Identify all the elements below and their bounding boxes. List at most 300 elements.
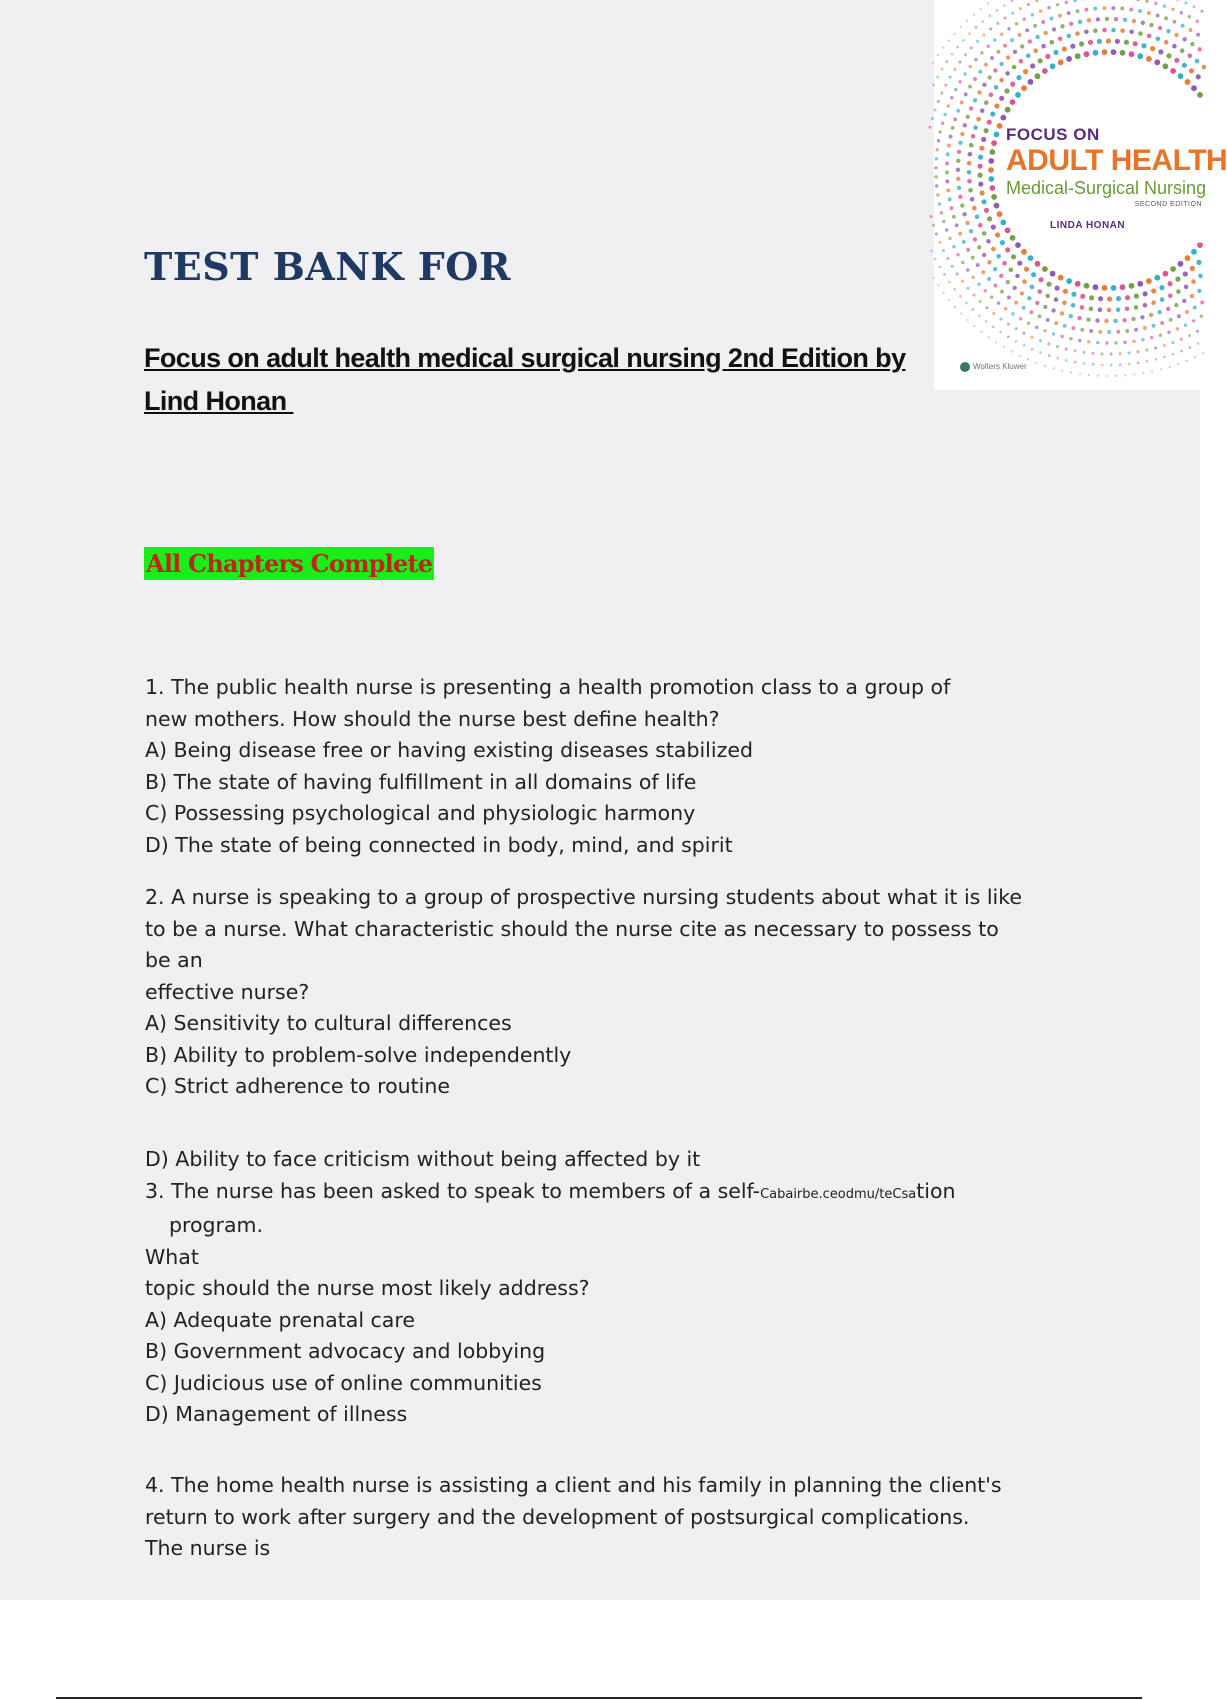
cover-dot bbox=[1084, 30, 1089, 35]
cover-dot bbox=[973, 237, 977, 241]
cover-dot bbox=[1005, 71, 1010, 76]
cover-dot bbox=[1093, 284, 1099, 290]
cover-dot bbox=[1150, 46, 1155, 51]
cover-dot bbox=[1028, 79, 1034, 85]
cover-dot bbox=[1120, 28, 1125, 33]
cover-dot bbox=[978, 164, 983, 169]
question-3-stem-end: tion bbox=[916, 1178, 956, 1203]
cover-publisher bbox=[960, 362, 1027, 372]
cover-dot bbox=[944, 83, 947, 86]
cover-dot bbox=[1015, 242, 1021, 248]
cover-dot bbox=[957, 186, 961, 190]
cover-dot bbox=[1184, 285, 1189, 290]
cover-dot bbox=[968, 85, 972, 89]
cover-dot bbox=[934, 175, 938, 179]
cover-dot bbox=[989, 27, 992, 30]
cover-dot bbox=[1101, 364, 1104, 367]
question-1 bbox=[145, 672, 1025, 861]
cover-dot bbox=[1093, 7, 1097, 11]
cover-dot bbox=[953, 33, 955, 35]
cover-dot bbox=[1045, 54, 1050, 59]
cover-dot bbox=[1149, 23, 1153, 27]
cover-dot bbox=[1189, 68, 1194, 73]
cover-dot bbox=[956, 46, 959, 49]
cover-dot bbox=[971, 256, 975, 260]
cover-dot bbox=[966, 115, 970, 119]
cover-dot bbox=[999, 62, 1003, 66]
cover-author: LINDA HONAN bbox=[1050, 220, 1126, 231]
cover-dot bbox=[1168, 281, 1173, 286]
cover-dot bbox=[1186, 360, 1188, 362]
cover-dot bbox=[1011, 0, 1014, 2]
cover-dot bbox=[1110, 364, 1113, 367]
cover-dot bbox=[1102, 285, 1108, 291]
cover-dot bbox=[979, 146, 984, 151]
book-cover-image bbox=[934, 0, 1227, 390]
cover-dot bbox=[1158, 49, 1163, 54]
cover-dot bbox=[981, 20, 984, 23]
cover-dot bbox=[1069, 22, 1073, 26]
cover-dot bbox=[1000, 290, 1004, 294]
cover-dot bbox=[1011, 312, 1015, 316]
question-2-option-c: C) Strict adherence to routine bbox=[145, 1074, 450, 1098]
cover-dot bbox=[969, 229, 973, 233]
cover-dot bbox=[1023, 17, 1027, 21]
cover-dot bbox=[1170, 266, 1176, 272]
cover-dot bbox=[938, 265, 941, 268]
cover-dot bbox=[1183, 37, 1187, 41]
cover-dot bbox=[1180, 48, 1185, 53]
cover-dot bbox=[971, 308, 974, 311]
cover-dot bbox=[1136, 350, 1139, 353]
cover-dot bbox=[1061, 370, 1063, 372]
cover-dot bbox=[981, 137, 986, 142]
cover-dot bbox=[1151, 288, 1156, 293]
cover-dot bbox=[1053, 367, 1055, 369]
cover-dot bbox=[1129, 8, 1133, 12]
cover-dot bbox=[1196, 33, 1200, 37]
cover-dot bbox=[1097, 375, 1099, 377]
cover-dot bbox=[1098, 330, 1102, 334]
cover-dot bbox=[1105, 341, 1109, 345]
cover-dot bbox=[1020, 44, 1024, 48]
cover-dot bbox=[1044, 365, 1046, 367]
cover-dot bbox=[1131, 317, 1135, 321]
cover-dot bbox=[978, 182, 983, 187]
cover-dot bbox=[960, 132, 964, 136]
cover-dot bbox=[967, 170, 972, 175]
question-3 bbox=[145, 1144, 1025, 1431]
cover-dot bbox=[1019, 7, 1022, 10]
cover-dot bbox=[978, 314, 981, 317]
cover-dot bbox=[1065, 347, 1068, 350]
cover-dot bbox=[961, 280, 964, 283]
cover-dot bbox=[1004, 88, 1009, 93]
question-2-stem-line-2: to be a nurse. What characteristic should the nurse cite as necessary to possess to bbox=[145, 916, 999, 941]
cover-dot bbox=[1111, 6, 1115, 10]
cover-dot bbox=[945, 161, 949, 165]
cover-dot bbox=[1143, 326, 1147, 330]
cover-dot bbox=[929, 215, 932, 218]
question-2-option-b: B) Ability to problem-solve independently bbox=[145, 1042, 572, 1067]
cover-dot bbox=[1175, 277, 1180, 282]
cover-dot bbox=[937, 284, 939, 286]
cover-dot bbox=[1200, 301, 1204, 305]
cover-dot bbox=[1039, 351, 1042, 354]
cover-dot bbox=[1163, 271, 1169, 277]
cover-dot bbox=[962, 39, 965, 42]
cover-dot bbox=[1031, 348, 1034, 351]
cover-dot bbox=[1196, 19, 1200, 23]
cover-dot bbox=[994, 132, 1000, 138]
cover-dot bbox=[1071, 326, 1075, 330]
cover-dot bbox=[1115, 375, 1117, 377]
cover-dot bbox=[1133, 41, 1138, 46]
cover-dot bbox=[1191, 85, 1197, 91]
question-3-option-c: C) Judicious use of online communities bbox=[145, 1370, 542, 1395]
cover-dot bbox=[1176, 0, 1179, 1]
cover-dot bbox=[1004, 307, 1008, 311]
cover-dot bbox=[996, 254, 1001, 259]
cover-dot bbox=[1102, 6, 1106, 10]
cover-dot bbox=[1149, 313, 1153, 317]
cover-dot bbox=[947, 144, 951, 148]
cover-dot bbox=[1111, 49, 1117, 55]
cover-dot bbox=[945, 179, 949, 183]
cover-dot bbox=[1007, 27, 1011, 31]
cover-dot bbox=[1171, 341, 1174, 344]
cover-dot bbox=[1031, 13, 1035, 17]
chapters-badge: All Chapters Complete bbox=[146, 549, 433, 578]
cover-dot bbox=[1050, 63, 1056, 69]
cover-dot bbox=[964, 92, 968, 96]
cover-dot bbox=[1141, 21, 1145, 25]
cover-dot bbox=[984, 63, 988, 67]
cover-dot bbox=[1150, 336, 1154, 340]
cover-dot bbox=[1170, 68, 1176, 74]
cover-dot bbox=[1010, 99, 1016, 105]
cover-dot bbox=[1028, 255, 1034, 261]
cover-dot bbox=[1129, 283, 1135, 289]
cover-dot bbox=[1030, 63, 1035, 68]
cover-dot bbox=[978, 223, 983, 228]
cover-dot bbox=[1145, 0, 1149, 3]
cover-dot bbox=[1058, 37, 1063, 42]
cover-dot bbox=[1128, 363, 1131, 366]
cover-dot bbox=[962, 212, 966, 216]
cover-dot bbox=[968, 188, 973, 193]
cover-dot bbox=[960, 101, 964, 105]
cover-dot bbox=[999, 274, 1003, 278]
cover-dot bbox=[980, 8, 982, 10]
cover-dot bbox=[977, 282, 981, 286]
cover-dot bbox=[1142, 372, 1144, 374]
cover-dot bbox=[959, 295, 962, 298]
cover-dot bbox=[1035, 35, 1039, 39]
question-2-stem-line-1: 2. A nurse is speaking to a group of prospective nursing students about what it is like bbox=[145, 885, 1022, 909]
cover-dot bbox=[1080, 294, 1085, 299]
page-title: TEST BANK FOR bbox=[144, 244, 511, 289]
footer-divider bbox=[56, 1697, 1142, 1699]
cover-dot bbox=[1056, 345, 1059, 348]
cover-dot bbox=[1058, 59, 1064, 65]
cover-dot bbox=[1022, 332, 1025, 335]
cover-dot bbox=[962, 240, 966, 244]
cover-dot bbox=[946, 60, 949, 63]
cover-dot bbox=[1039, 339, 1042, 342]
cover-dot bbox=[1143, 291, 1148, 296]
cover-dot bbox=[957, 150, 961, 154]
cover-dot bbox=[1146, 56, 1152, 62]
cover-dot bbox=[1051, 308, 1055, 312]
cover-dot bbox=[980, 108, 985, 113]
cover-dot bbox=[1102, 28, 1107, 33]
cover-dot bbox=[1023, 69, 1028, 74]
cover-dot bbox=[1191, 249, 1197, 255]
cover-dot bbox=[935, 157, 939, 161]
cover-dot bbox=[932, 62, 934, 64]
cover-dot bbox=[1026, 53, 1031, 58]
cover-dot bbox=[1083, 362, 1086, 365]
cover-dot bbox=[997, 211, 1003, 217]
cover-dot bbox=[1129, 51, 1135, 57]
cover-dot bbox=[1202, 352, 1204, 354]
cover-dot bbox=[1163, 344, 1166, 347]
cover-dot bbox=[1027, 3, 1030, 6]
cover-dot bbox=[1046, 318, 1050, 322]
cover-dot bbox=[1188, 53, 1193, 58]
cover-dot bbox=[1198, 47, 1202, 51]
cover-dot bbox=[976, 40, 979, 43]
cover-dot bbox=[1088, 374, 1090, 376]
cover-dot bbox=[1134, 294, 1139, 299]
cover-dot bbox=[1107, 296, 1112, 301]
cover-dot bbox=[1069, 337, 1073, 341]
cover-dot bbox=[1172, 353, 1175, 356]
cover-dot bbox=[1056, 3, 1060, 7]
cover-dot bbox=[956, 159, 960, 163]
cover-dot bbox=[1025, 28, 1029, 32]
cover-dot bbox=[1011, 12, 1014, 15]
cover-dot bbox=[1029, 310, 1033, 314]
cover-dot bbox=[1182, 63, 1187, 68]
question-1-stem-line-2: new mothers. How should the nurse best define health? bbox=[145, 706, 720, 731]
cover-dot bbox=[1084, 8, 1088, 12]
cover-dot bbox=[953, 117, 957, 121]
book-title bbox=[144, 337, 934, 423]
cover-dot bbox=[1164, 16, 1168, 20]
question-1-option-d: D) The state of being connected in body, mind, and spirit bbox=[145, 832, 733, 857]
cover-dot bbox=[1116, 330, 1120, 334]
cover-dot bbox=[1158, 26, 1162, 30]
cover-dot bbox=[948, 299, 950, 301]
cover-edition: SECOND EDITION bbox=[1134, 201, 1202, 208]
cover-dot bbox=[1019, 355, 1021, 357]
cover-dot bbox=[1019, 59, 1024, 64]
book-title-line-2: Lind Honan bbox=[144, 386, 294, 416]
cover-dot bbox=[951, 265, 954, 268]
cover-dot bbox=[1028, 39, 1032, 43]
cover-dot bbox=[950, 206, 954, 210]
cover-dot bbox=[990, 185, 996, 191]
cover-dot bbox=[1035, 261, 1041, 267]
cover-dot bbox=[992, 326, 995, 329]
cover-dot bbox=[980, 331, 982, 333]
cover-dot bbox=[1146, 360, 1149, 363]
cover-dot bbox=[938, 130, 942, 134]
cover-dot bbox=[1160, 368, 1162, 370]
cover-dot bbox=[1184, 323, 1188, 327]
cover-dot bbox=[988, 167, 994, 173]
question-2-stem-line-3: be an bbox=[145, 948, 203, 972]
cover-dot bbox=[1050, 271, 1056, 277]
cover-dot bbox=[990, 56, 994, 60]
question-3-stem-overlay: Cabairbe.ceodmu/teCsa bbox=[760, 1186, 917, 1202]
cover-dot bbox=[1124, 374, 1126, 376]
cover-dot bbox=[968, 32, 971, 35]
cover-dot bbox=[932, 224, 935, 227]
cover-dot bbox=[1067, 34, 1072, 39]
cover-dot bbox=[1171, 8, 1175, 12]
cover-dot bbox=[1158, 310, 1162, 314]
cover-dot bbox=[1038, 58, 1043, 63]
cover-dot bbox=[1159, 333, 1163, 337]
cover-dot bbox=[1175, 33, 1179, 37]
cover-dot bbox=[980, 51, 984, 55]
cover-dot bbox=[1194, 356, 1196, 358]
cover-dot bbox=[1054, 297, 1059, 302]
cover-dot bbox=[1035, 362, 1037, 364]
cover-dot bbox=[942, 47, 944, 49]
cover-dot bbox=[1016, 75, 1021, 80]
cover-dot bbox=[963, 123, 967, 127]
cover-dot bbox=[992, 312, 995, 315]
cover-dot bbox=[958, 60, 961, 63]
cover-dot bbox=[1122, 318, 1126, 322]
cover-dot bbox=[973, 14, 975, 16]
cover-dot bbox=[1107, 308, 1112, 313]
cover-dot bbox=[1160, 321, 1164, 325]
question-3-option-a: A) Adequate prenatal care bbox=[145, 1307, 415, 1332]
cover-dot bbox=[978, 173, 983, 178]
cover-dot bbox=[1003, 346, 1005, 348]
cover-dot bbox=[956, 272, 959, 275]
cover-dot bbox=[936, 193, 940, 197]
cover-dot bbox=[1045, 294, 1050, 299]
cover-dot bbox=[1063, 289, 1068, 294]
cover-dot bbox=[1088, 40, 1093, 45]
cover-dot bbox=[994, 85, 999, 90]
cover-dot bbox=[1125, 329, 1129, 333]
cover-dot bbox=[987, 216, 992, 221]
cover-dot bbox=[1185, 79, 1191, 85]
cover-dot bbox=[1115, 39, 1120, 44]
cover-dot bbox=[966, 287, 969, 290]
cover-dot bbox=[1180, 338, 1183, 341]
cover-dot bbox=[972, 206, 977, 211]
cover-dot bbox=[956, 168, 960, 172]
cover-dot bbox=[940, 211, 944, 215]
cover-dot bbox=[1074, 349, 1077, 352]
cover-dot bbox=[948, 197, 952, 201]
cover-dot bbox=[1052, 27, 1056, 31]
cover-dot bbox=[953, 68, 956, 71]
cover-dot bbox=[1007, 323, 1010, 326]
cover-dot bbox=[999, 317, 1002, 320]
cover-dot bbox=[1058, 275, 1064, 281]
cover-dot bbox=[1188, 346, 1191, 349]
cover-dot bbox=[1180, 350, 1183, 353]
cover-dot bbox=[973, 125, 978, 130]
cover-dot bbox=[972, 293, 975, 296]
cover-dot bbox=[1197, 342, 1200, 345]
cover-dot bbox=[988, 336, 990, 338]
cover-dot bbox=[1052, 332, 1056, 336]
cover-dot bbox=[937, 54, 939, 56]
cover-dot bbox=[1127, 351, 1130, 354]
cover-dot bbox=[991, 225, 996, 230]
question-1-option-a: A) Being disease free or having existing diseases stabilized bbox=[145, 738, 753, 762]
cover-dot bbox=[1087, 18, 1091, 22]
cover-dot bbox=[964, 53, 967, 56]
cover-dot bbox=[1138, 31, 1143, 36]
cover-dot bbox=[1198, 274, 1203, 279]
cover-dot bbox=[985, 320, 988, 323]
cover-dot bbox=[1023, 344, 1026, 347]
cover-dot bbox=[966, 268, 970, 272]
cover-dot bbox=[1197, 289, 1201, 293]
cover-dot bbox=[994, 103, 999, 108]
cover-dot bbox=[994, 203, 1000, 209]
cover-dot bbox=[1013, 286, 1017, 290]
cover-dot bbox=[948, 237, 952, 241]
cover-dot bbox=[1116, 307, 1121, 312]
cover-dot bbox=[988, 158, 994, 164]
cover-dot bbox=[1078, 20, 1082, 24]
cover-dot bbox=[1027, 296, 1031, 300]
cover-dot bbox=[956, 253, 960, 257]
cover-dot bbox=[956, 177, 960, 181]
cover-dot bbox=[973, 325, 975, 327]
cover-dot bbox=[1163, 4, 1167, 8]
cover-dot bbox=[1185, 310, 1189, 314]
question-2-option-d: D) Ability to face criticism without being affected by it bbox=[145, 1147, 701, 1171]
cover-dot bbox=[1050, 40, 1055, 45]
cover-dot bbox=[1048, 354, 1051, 357]
cover-dot bbox=[1182, 299, 1186, 303]
cover-dot bbox=[1070, 44, 1075, 49]
cover-dot bbox=[958, 141, 962, 145]
cover-dot bbox=[968, 152, 973, 157]
cover-dot bbox=[954, 88, 958, 92]
cover-dot bbox=[1033, 24, 1037, 28]
cover-dot bbox=[1076, 9, 1080, 13]
cover-dot bbox=[1136, 0, 1140, 1]
cover-dot bbox=[987, 2, 989, 4]
cover-dot bbox=[1154, 59, 1160, 65]
cover-dot bbox=[1120, 50, 1126, 56]
cover-dot bbox=[935, 232, 938, 235]
cover-dot bbox=[1074, 361, 1077, 364]
cover-dot bbox=[988, 14, 991, 17]
cover-dot bbox=[1185, 255, 1191, 261]
cover-dot bbox=[1188, 334, 1191, 337]
cover-dot bbox=[985, 306, 988, 309]
cover-dot bbox=[1070, 371, 1072, 373]
cover-dot bbox=[1015, 92, 1021, 98]
cover-dot bbox=[1022, 306, 1026, 310]
cover-dot bbox=[969, 106, 973, 110]
